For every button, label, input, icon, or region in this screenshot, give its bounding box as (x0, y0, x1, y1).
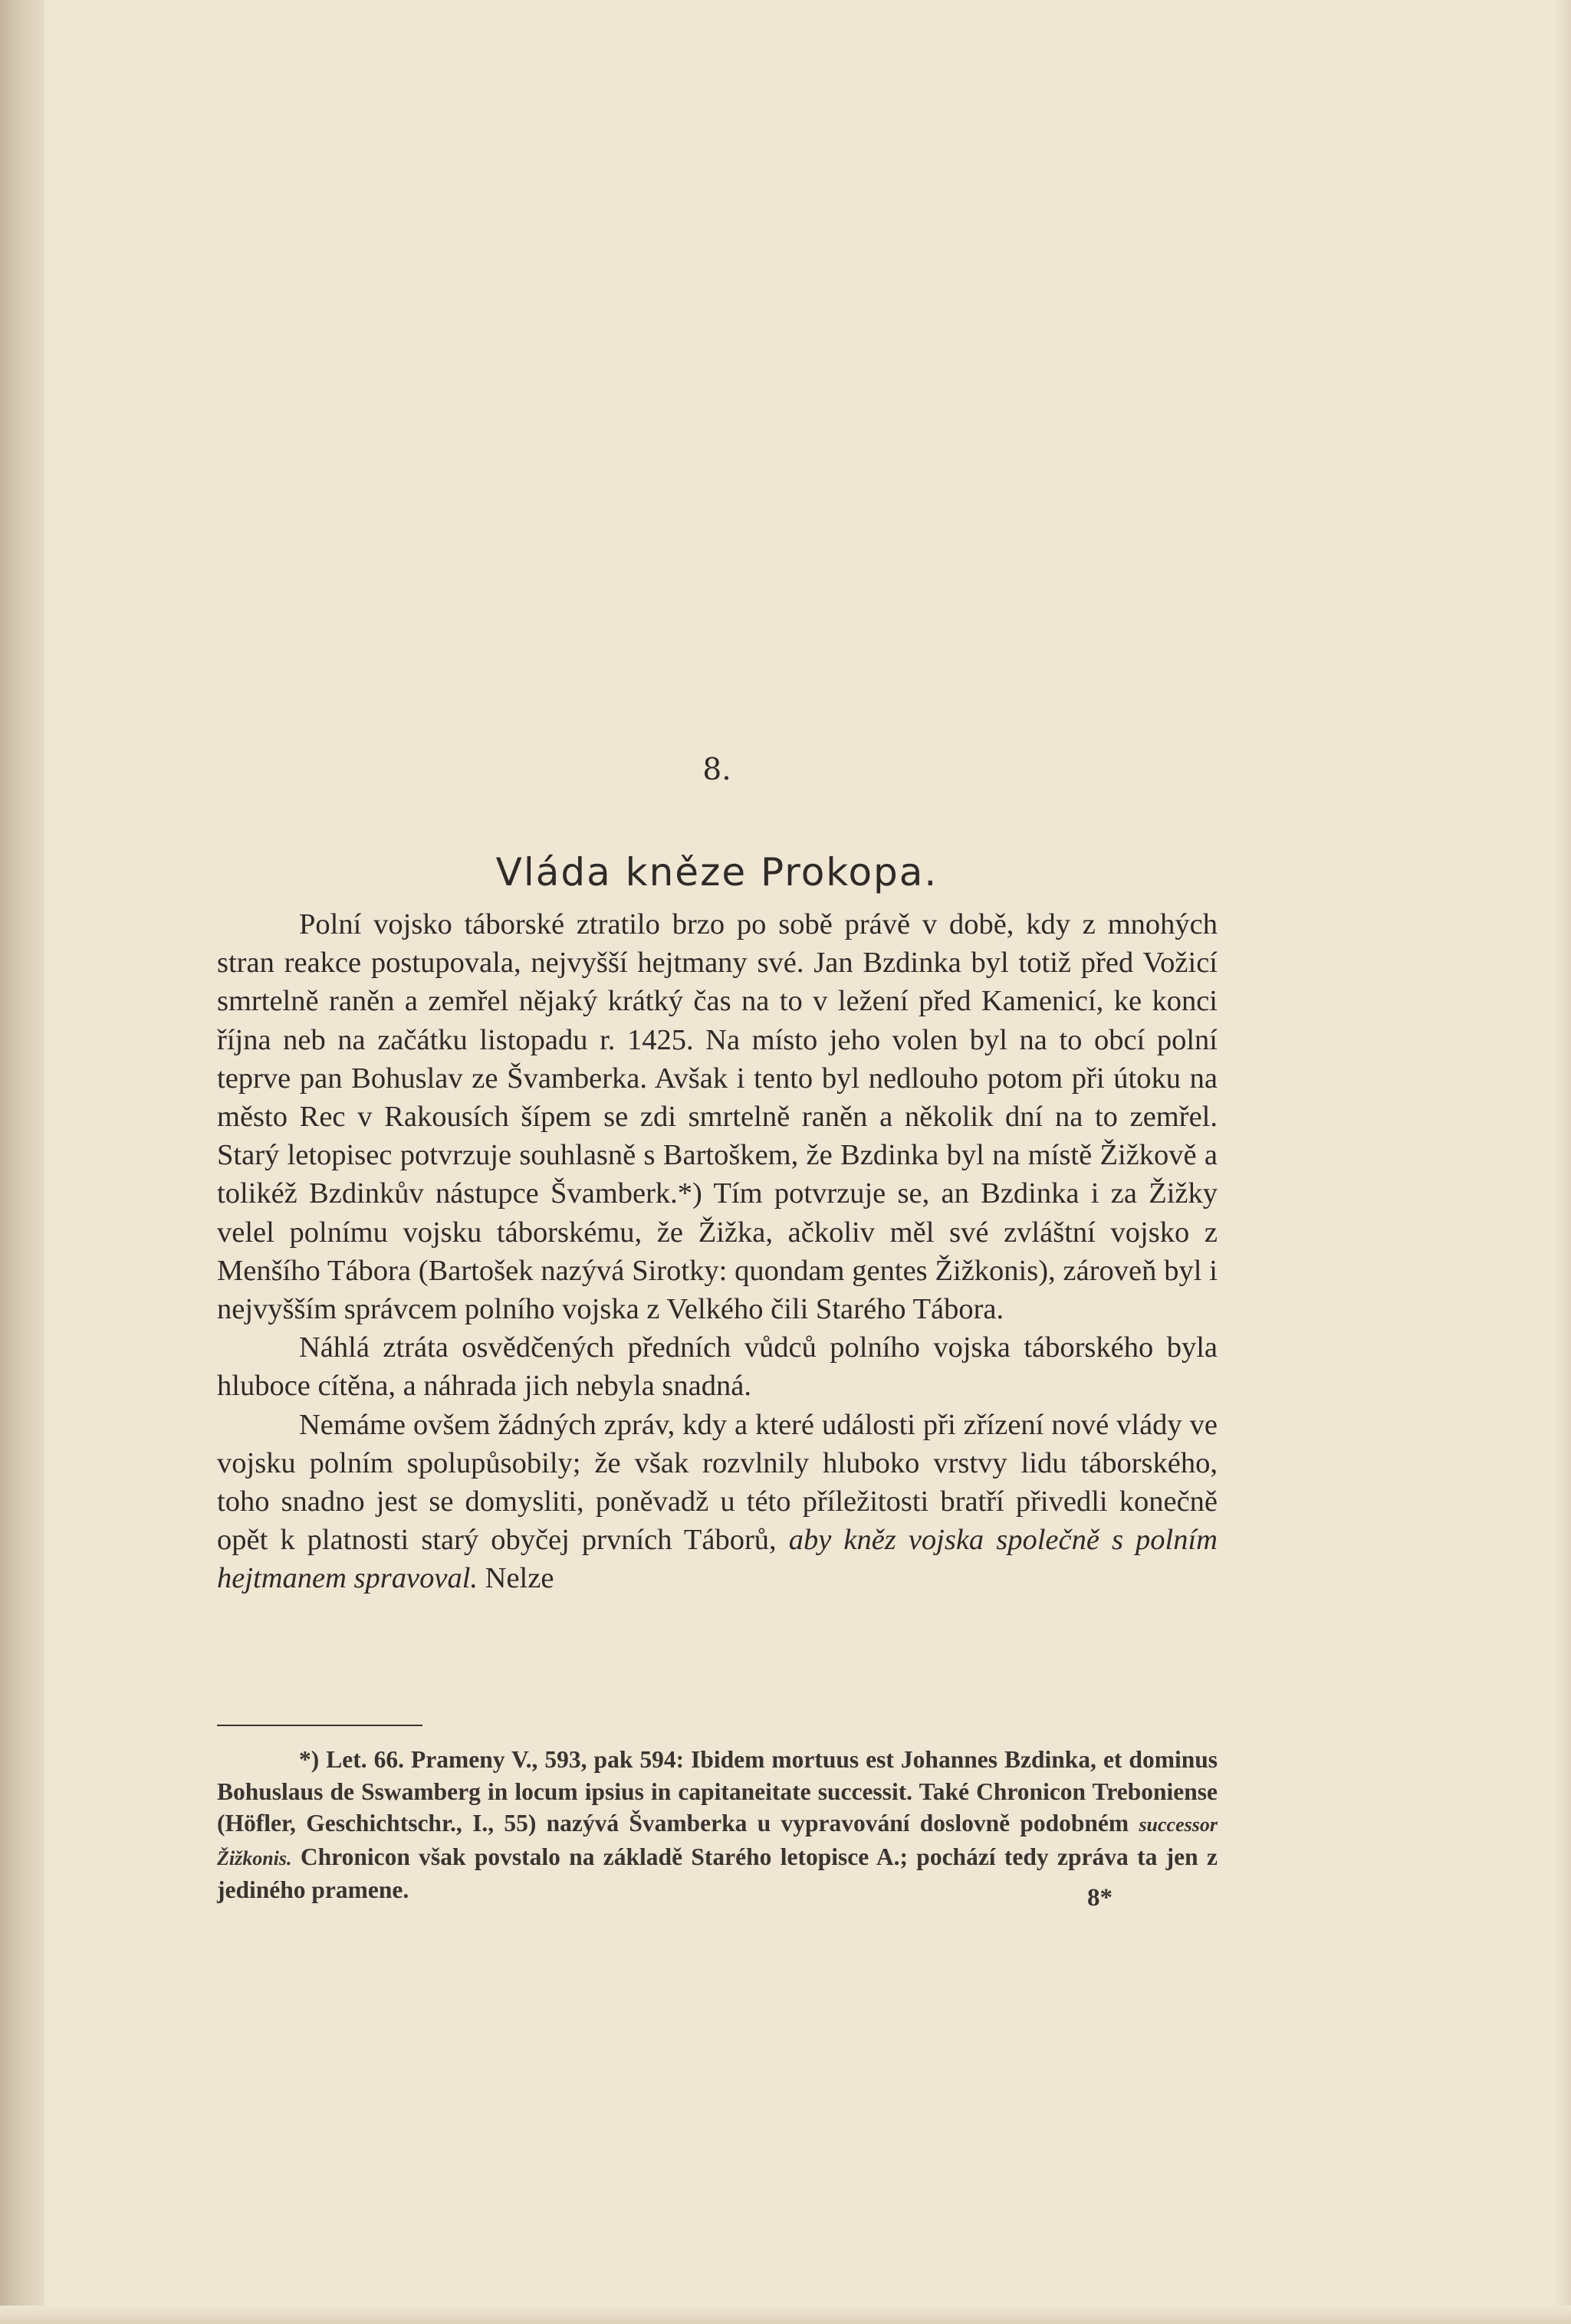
footnote (217, 1744, 1218, 1906)
paragraph-2: Náhlá ztráta osvědčených předních vůdců polního vojska táborského byla hluboce cítěna, a náhrada jich nebyla snadná. (217, 1331, 1218, 1403)
page-bottom-edge (0, 2306, 1571, 2324)
page-binding-edge (0, 0, 44, 2324)
paragraph-3-emphasis: aby kněz vojska společně s polním hejtmanem spravoval. (217, 1524, 1218, 1595)
chapter-title: Vláda kněze Prokopa. (495, 849, 938, 894)
footnote-emphasis: successor Žižkonis. (217, 1814, 1218, 1869)
paragraph-3-text: Nemáme ovšem žádných zpráv, kdy a které události při zřízení nové vlády ve vojsku polním spolupůsobily; že však rozvlnily hluboko vrstvy lidu táborského, toho snadno jest se domysliti, poněvadž u této příležitosti bratří přivedli konečně opět k platnosti starý obyčej prvních Táborů, (217, 1408, 1218, 1557)
chapter-number: 8. (702, 753, 731, 787)
footnote-text: *) Let. 66. Prameny V., 593, pak 594: Ibidem mortuus est Johannes Bzdinka, et dominus Bohuslaus de Sswamberg in locum ipsius in capitaneitate successit. Také Chronicon Treboniense (Höfler, Geschichtschr., I., 55) nazývá Švamberka u vypravování doslovně podobném (217, 1746, 1218, 1837)
footnote-tail: Chronicon však povstalo na základě Starého letopisce A.; pochází tedy zpráva ta jen z jediného pramene. (217, 1843, 1218, 1903)
paragraph-3-tail: Nelze (478, 1562, 554, 1595)
footnote-separator (217, 1725, 422, 1726)
body-text (217, 905, 1218, 1598)
signature-mark: 8* (1087, 1884, 1113, 1912)
paragraph-1: Polní vojsko táborské ztratilo brzo po sobě právě v době, kdy z mnohých stran reakce postupovala, nejvyšší hejtmany své. Jan Bzdinka byl totiž před Vožicí smrtelně raněn a zemřel nějaký krátký čas na to v ležení před Kamenicí, ke konci října neb na začátku listopadu r. 1425. Na místo jeho volen byl na to obcí polní teprve pan Bohuslav ze Švamberka. Avšak i tento byl nedlouho potom při útoku na město Rec v Rakousích šípem se zdi smrtelně raněn a několik dní na to zemřel. Starý letopisec potvrzuje souhlasně s Bartoškem, že Bzdinka byl na místě Žižkově a tolikéž Bzdinkův nástupce Švamberk.*) Tím potvrzuje se, an Bzdinka i za Žižky velel polnímu vojsku táborskému, že Žižka, ačkoliv měl své zvláštní vojsko z Menšího Tábora (Bartošek nazývá Sirotky: quondam gentes Žižkonis), zároveň byl i nejvyšším správcem polního vojska z Velkého čili Starého Tábora. (217, 908, 1218, 1326)
page-right-edge (1554, 0, 1571, 2324)
paragraph-3 (217, 1406, 1218, 1598)
